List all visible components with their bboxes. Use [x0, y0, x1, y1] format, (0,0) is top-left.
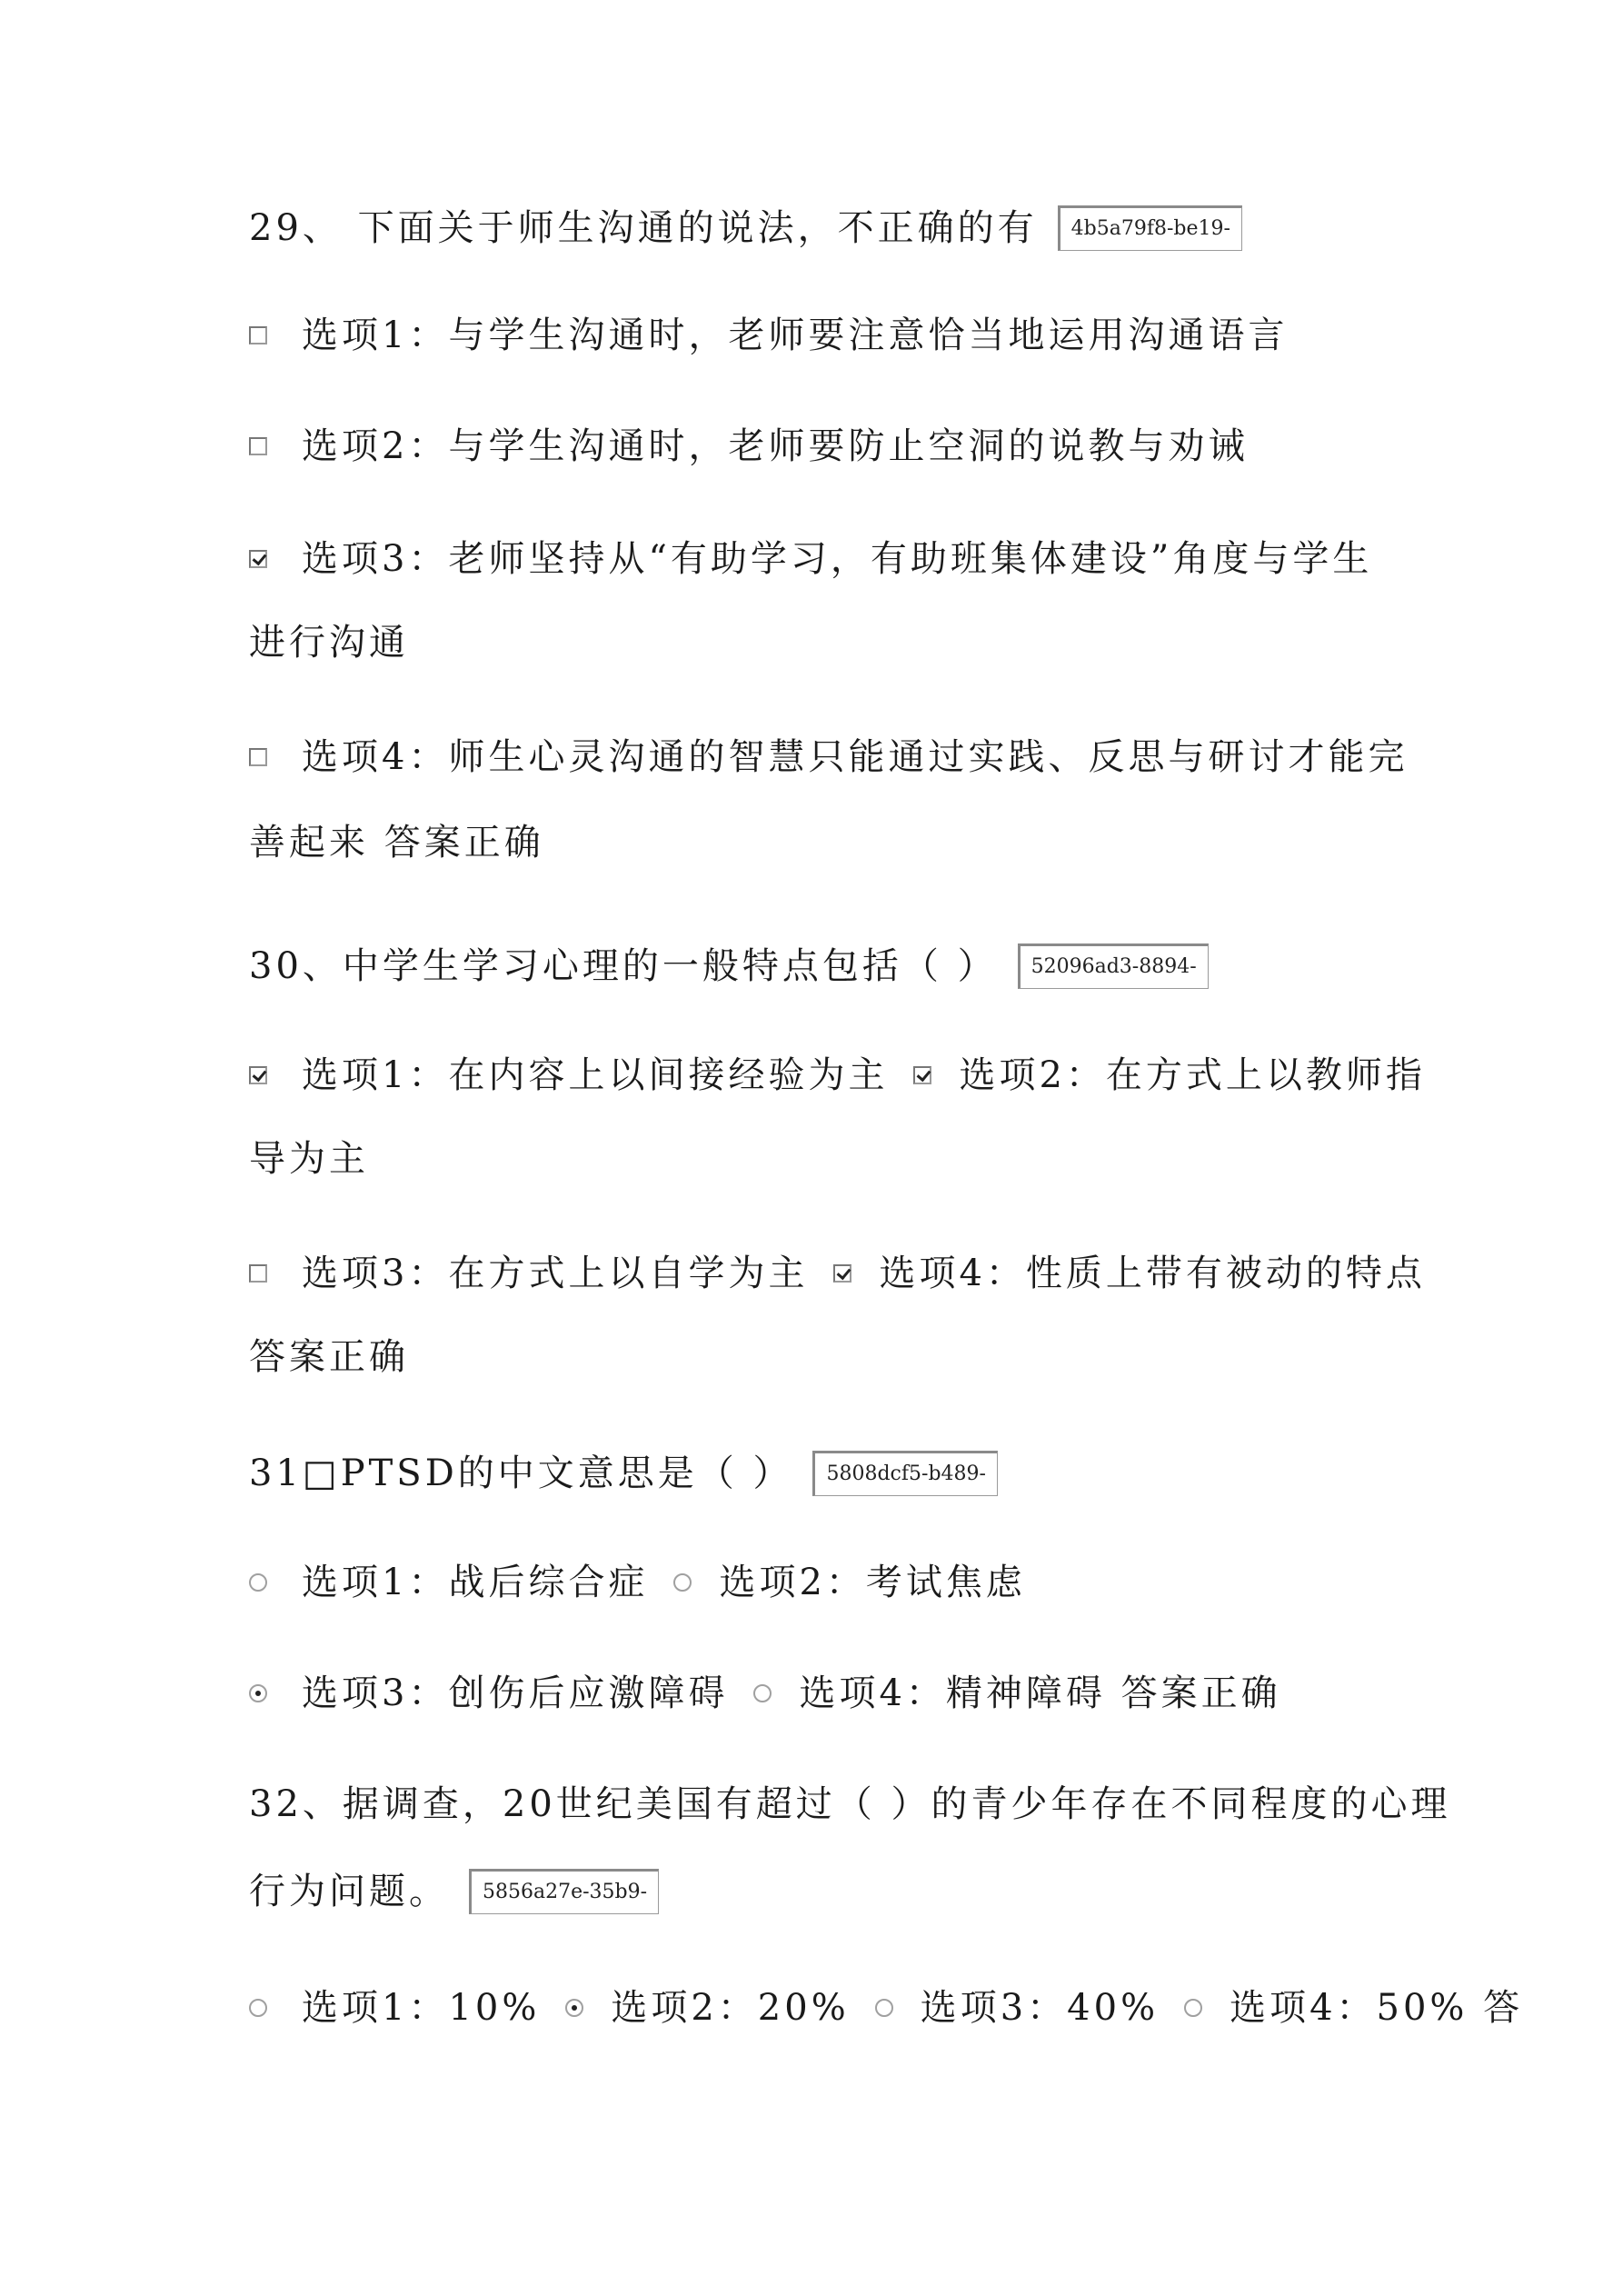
question-30-answer-line: [249, 1331, 409, 1381]
question-32-option-1-radio[interactable]: [249, 1999, 267, 2017]
question-29-option-4: [249, 731, 1408, 781]
question-32-title-continued-line: [249, 1865, 659, 1915]
question-30-option-3-label: 选项3：在方式上以自学为主: [302, 1253, 809, 1294]
question-30-title-line: [249, 940, 1209, 990]
question-31-option-3-label: 选项3：创伤后应激障碍: [302, 1672, 729, 1714]
question-32-option-2-label: 选项2：20%: [611, 1987, 850, 2029]
question-32-option-4-radio[interactable]: [1184, 1999, 1202, 2017]
question-32-title-line: [249, 1778, 1451, 1828]
question-30-option-3-checkbox[interactable]: [249, 1264, 267, 1283]
question-30-option-1-label: 选项1：在内容上以间接经验为主: [302, 1054, 889, 1096]
question-29-option-2: [249, 420, 1248, 470]
question-32-title-continued: 行为问题。: [249, 1871, 449, 1912]
question-30-option-2-label: 选项2：在方式上以教师指: [959, 1054, 1426, 1096]
question-29-option-4-label: 选项4：师生心灵沟通的智慧只能通过实践、反思与研讨才能完: [302, 736, 1409, 778]
question-31-options-row-2: [249, 1667, 1281, 1717]
question-29-option-3-label: 选项3：老师坚持从“有助学习，有助班集体建设”角度与学生: [302, 538, 1373, 580]
question-29-option-4-label-continued: 善起来 答案正确: [249, 822, 544, 863]
question-30-option-2-continued: [249, 1133, 369, 1183]
question-29-option-1-checkbox[interactable]: [249, 326, 267, 344]
question-29-option-3-checkbox[interactable]: [249, 550, 267, 568]
question-29-title: 29、 下面关于师生沟通的说法，不正确的有: [249, 207, 1038, 249]
question-31-option-2-label: 选项2：考试焦虑: [719, 1562, 1026, 1603]
question-32-option-4-label: 选项4：50% 答: [1230, 1987, 1524, 2029]
question-29-option-4-continued: [249, 816, 544, 866]
question-32-option-2-radio[interactable]: [565, 1999, 583, 2017]
question-32-id-field[interactable]: 5856a27e-35b9-: [469, 1869, 659, 1914]
question-30-answer-status: 答案正确: [249, 1336, 409, 1378]
question-30-option-2-checkbox[interactable]: [913, 1066, 931, 1084]
question-31-option-3-radio[interactable]: [249, 1684, 267, 1702]
question-32-option-3-label: 选项3：40%: [920, 1987, 1160, 2029]
question-30-title: 30、中学生学习心理的一般特点包括（ ）: [249, 945, 998, 987]
question-31-options-row-1: [249, 1556, 1026, 1606]
question-29-option-3-label-continued: 进行沟通: [249, 622, 409, 664]
question-32-option-1-label: 选项1：10%: [302, 1987, 541, 2029]
question-31-option-4-radio[interactable]: [753, 1684, 772, 1702]
question-29-title-line: [249, 202, 1242, 252]
question-29-option-3: [249, 533, 1372, 583]
question-32-title: 32、据调查，20世纪美国有超过（ ）的青少年存在不同程度的心理: [249, 1783, 1451, 1825]
question-31-option-1-radio[interactable]: [249, 1573, 267, 1592]
question-30-option-1-checkbox[interactable]: [249, 1066, 267, 1084]
question-31-option-4-label: 选项4：精神障碍 答案正确: [799, 1672, 1281, 1714]
question-29-option-2-label: 选项2：与学生沟通时，老师要防止空洞的说教与劝诫: [302, 425, 1249, 467]
question-31-option-1-label: 选项1：战后综合症: [302, 1562, 649, 1603]
question-30-id-field[interactable]: 52096ad3-8894-: [1018, 943, 1209, 989]
question-29-id-field[interactable]: 4b5a79f8-be19-: [1058, 205, 1242, 251]
question-31-id-field[interactable]: 5808dcf5-b489-: [812, 1451, 997, 1496]
question-30-option-4-checkbox[interactable]: [833, 1264, 851, 1283]
question-29-option-1: [249, 309, 1288, 359]
question-30-options-row-2: [249, 1247, 1426, 1297]
question-31-title-line: [249, 1447, 998, 1497]
question-31-title: 31□PTSD的中文意思是（ ）: [249, 1452, 793, 1494]
question-30-option-4-label: 选项4：性质上带有被动的特点: [879, 1253, 1426, 1294]
question-29-option-3-continued: [249, 616, 409, 666]
question-32-options-row: [249, 1982, 1523, 2031]
question-29-option-2-checkbox[interactable]: [249, 437, 267, 455]
question-29-option-4-checkbox[interactable]: [249, 748, 267, 766]
question-29-option-1-label: 选项1：与学生沟通时，老师要注意恰当地运用沟通语言: [302, 314, 1289, 356]
question-30-options-row-1: [249, 1049, 1426, 1099]
question-30-option-2-label-continued: 导为主: [249, 1138, 369, 1180]
question-31-option-2-radio[interactable]: [673, 1573, 692, 1592]
question-32-option-3-radio[interactable]: [875, 1999, 893, 2017]
